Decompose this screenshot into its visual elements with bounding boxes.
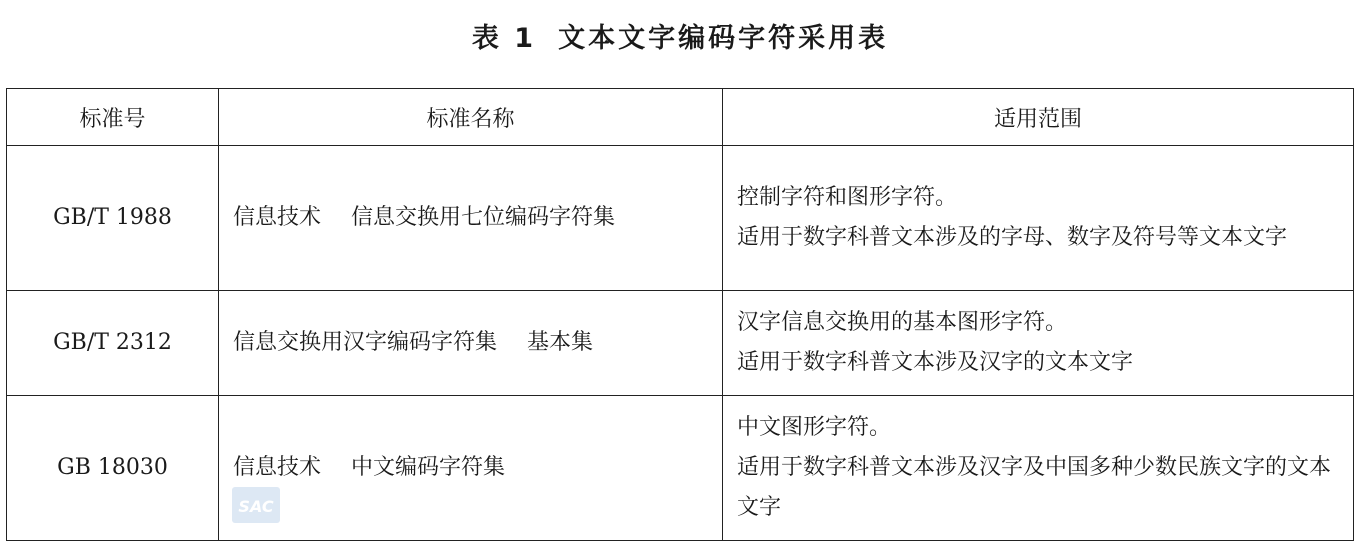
header-scope: 适用范围 [723, 89, 1354, 146]
table-number: 表 1 [471, 23, 537, 54]
standard-name [219, 291, 723, 396]
scope-line: 适用于数字科普文本涉及的字母、数字及符号等文本文字 [737, 225, 1288, 250]
standard-name-part: 信息交换用汉字编码字符集 [233, 330, 498, 355]
standard-number: GB/T 1988 [7, 146, 219, 291]
scope-line: 控制字符和图形字符。 [737, 185, 958, 210]
scope-line: 中文图形字符。 [737, 415, 892, 440]
scope-line: 适用于数字科普文本涉及汉字及中国多种少数民族文字的文本文字 [737, 455, 1332, 520]
table-title [0, 16, 1360, 55]
scope-cell [723, 396, 1354, 541]
header-standard-name: 标准名称 [219, 89, 723, 146]
standard-name [219, 396, 723, 541]
standard-name-part: 信息技术 [233, 455, 322, 480]
scope-cell [723, 291, 1354, 396]
standard-name-part: 信息技术 [233, 205, 322, 230]
standard-name-part: 信息交换用七位编码字符集 [351, 205, 616, 230]
header-standard-number: 标准号 [7, 89, 219, 146]
standard-name-part: 中文编码字符集 [351, 455, 506, 480]
scope-cell [723, 146, 1354, 291]
table-row [7, 291, 1354, 396]
table-caption: 文本文字编码字符采用表 [558, 23, 889, 54]
sac-watermark-logo [232, 487, 280, 523]
table-header-row [7, 89, 1354, 146]
standard-name [219, 146, 723, 291]
scope-line: 汉字信息交换用的基本图形字符。 [737, 310, 1068, 335]
table-row [7, 146, 1354, 291]
watermark-text: SAC [238, 497, 274, 516]
encoding-standards-table [6, 88, 1354, 541]
standard-number: GB 18030 [7, 396, 219, 541]
scope-line: 适用于数字科普文本涉及汉字的文本文字 [737, 350, 1134, 375]
standard-name-part: 基本集 [527, 330, 594, 355]
standard-number: GB/T 2312 [7, 291, 219, 396]
table-row [7, 396, 1354, 541]
